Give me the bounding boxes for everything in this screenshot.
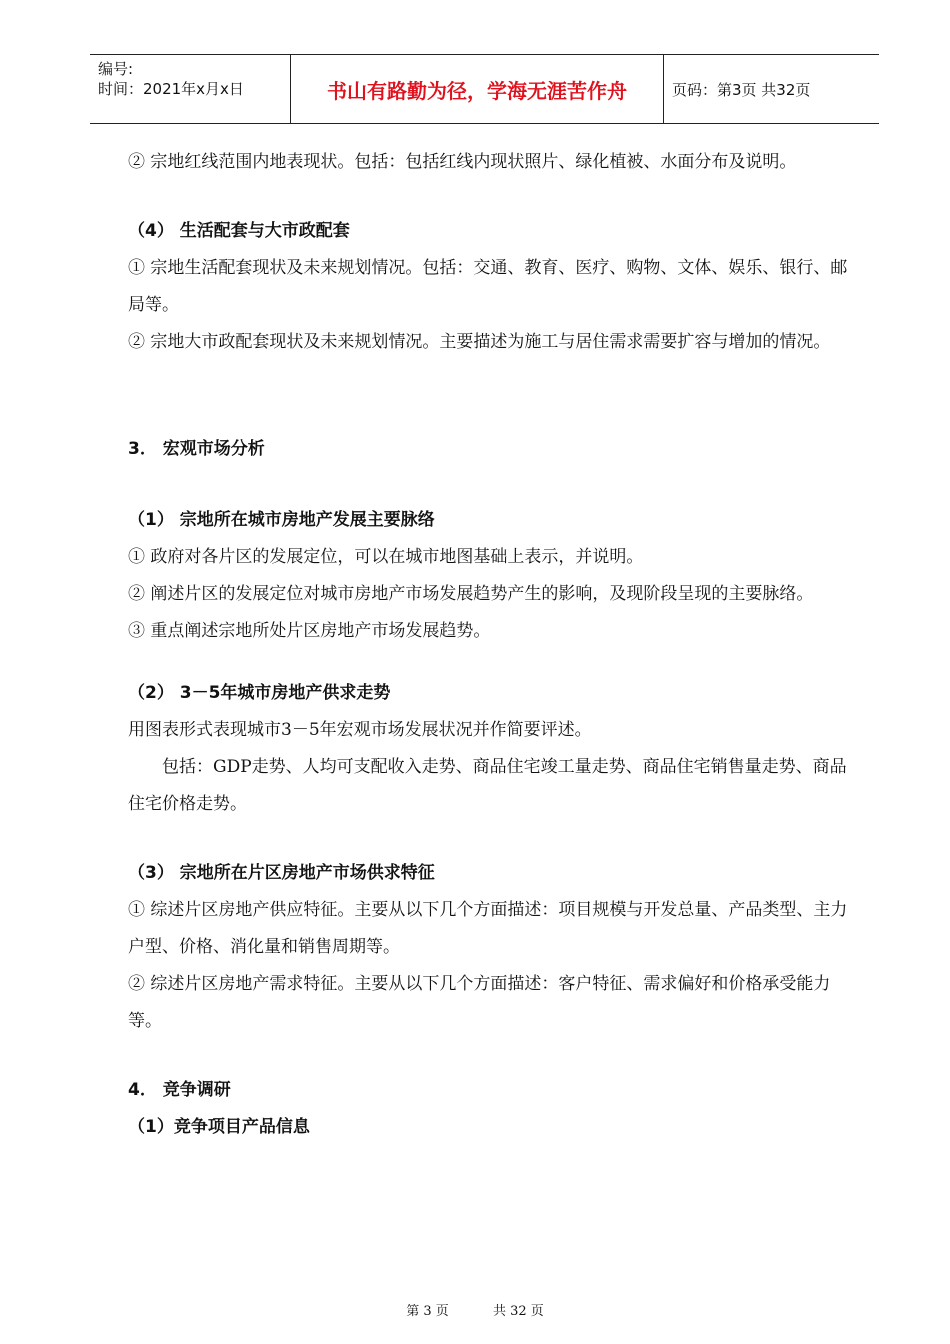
spacer	[128, 650, 852, 675]
paragraph: ② 阐述片区的发展定位对城市房地产市场发展趋势产生的影响，及现阶段呈现的主要脉络。	[128, 584, 814, 604]
spacer	[128, 1040, 852, 1072]
paragraph: ② 宗地大市政配套现状及未来规划情况。主要描述为施工与居住需求需要扩容与增加的情况。	[128, 332, 831, 352]
header-page-info: 页码：第3页 共32页	[672, 80, 811, 99]
subheading: （1）竞争项目产品信息	[128, 1117, 310, 1137]
subheading: （2） 3－5年城市房地产供求走势	[128, 683, 391, 703]
spacer	[128, 468, 852, 502]
spacer	[128, 823, 852, 855]
subheading: （3） 宗地所在片区房地产市场供求特征	[128, 863, 435, 883]
paragraph: ② 综述片区房地产需求特征。主要从以下几个方面描述：客户特征、需求偏好和价格承受能力等。	[128, 974, 831, 1031]
paragraph: ② 宗地红线范围内地表现状。包括：包括红线内现状照片、绿化植被、水面分布及说明。	[128, 152, 797, 172]
spacer	[128, 361, 852, 431]
paragraph: 用图表形式表现城市3－5年宏观市场发展状况并作简要评述。	[128, 720, 592, 740]
section-heading: 3． 宏观市场分析	[128, 439, 265, 459]
subheading: （1） 宗地所在城市房地产发展主要脉络	[128, 510, 435, 530]
page-header	[90, 54, 879, 124]
header-motto: 书山有路勤为径，学海无涯苦作舟	[290, 55, 664, 123]
paragraph: ③ 重点阐述宗地所处片区房地产市场发展趋势。	[128, 621, 491, 641]
header-meta	[90, 55, 290, 123]
time-label: 时间：2021年x月x日	[98, 80, 244, 98]
section-heading: 4． 竞争调研	[128, 1080, 231, 1100]
paragraph: 包括：GDP走势、人均可支配收入走势、商品住宅竣工量走势、商品住宅销售量走势、商品住宅价格走势。	[128, 757, 847, 814]
footer-total-pages: 共 32 页	[492, 1304, 544, 1319]
footer-page-number: 第 3 页	[406, 1304, 449, 1319]
number-label: 编号:	[98, 60, 134, 78]
subheading: （4） 生活配套与大市政配套	[128, 221, 350, 241]
paragraph: ① 综述片区房地产供应特征。主要从以下几个方面描述：项目规模与开发总量、产品类型、主力户型、价格、消化量和销售周期等。	[128, 900, 848, 957]
paragraph: ① 政府对各片区的发展定位，可以在城市地图基础上表示，并说明。	[128, 547, 644, 567]
document-body	[128, 144, 852, 1146]
paragraph: ① 宗地生活配套现状及未来规划情况。包括：交通、教育、医疗、购物、文体、娱乐、银行、邮局等。	[128, 258, 848, 315]
page-footer	[0, 1300, 950, 1319]
spacer	[128, 181, 852, 213]
